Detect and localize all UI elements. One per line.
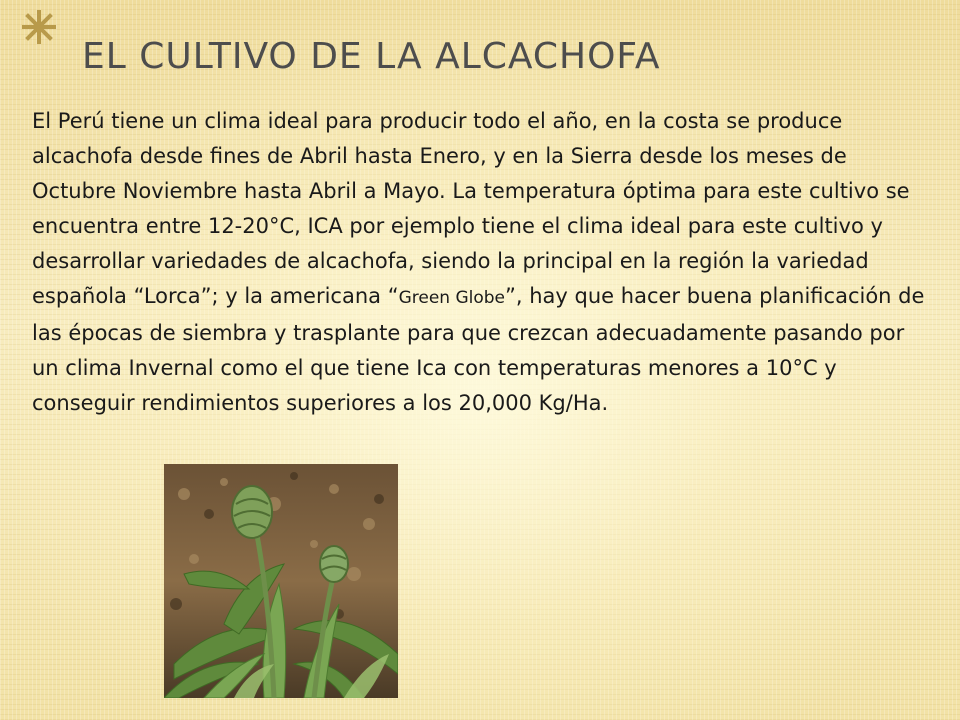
body-paragraph	[32, 104, 932, 421]
variety-name: Green Globe	[398, 288, 506, 308]
star-burst-icon	[18, 6, 60, 48]
body-text-part-1: El Perú tiene un clima ideal para producir todo el año, en la costa se produce alcachofa desde fines de Abril hasta Enero, y en la Sierra desde los meses de Octubre Noviembre hasta Abril a Mayo. La temperatura óptima para este cultivo se encuentra entre 12-20°C, ICA por ejemplo tiene el clima ideal para este cultivo y desarrollar variedades de alcachofa, siendo la principal en la región la variedad española “Lorca”; y la americana “	[32, 109, 910, 308]
slide-title: EL CULTIVO DE LA ALCACHOFA	[82, 36, 661, 77]
body-text-part-2: ”, hay que hacer buena planificación de las épocas de siembra y trasplante para que crezcan adecuadamente pasando por un clima Invernal como el que tiene Ica con temperaturas menores a 10°C y conseguir rendimientos superiores a los 20,000 Kg/Ha.	[32, 284, 925, 415]
artichoke-plant-photo	[164, 464, 398, 698]
